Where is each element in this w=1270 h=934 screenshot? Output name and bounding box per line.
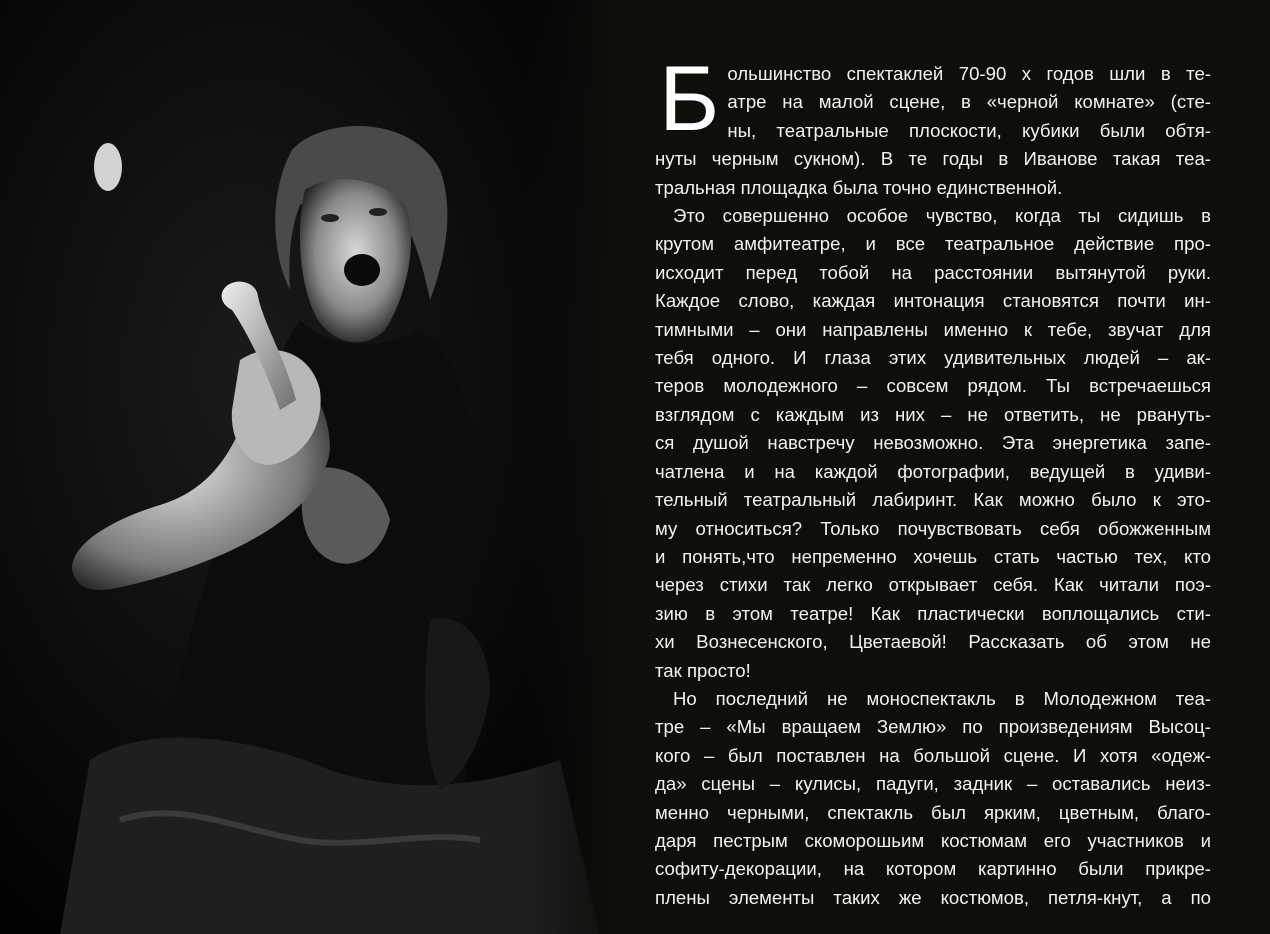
text-line: Но последний не моноспектакль в Молодежном теа- <box>673 687 1211 709</box>
paragraph-1 <box>655 48 1211 202</box>
text-line: кого – был поставлен на большой сцене. И хотя «одеж- <box>655 744 1211 766</box>
text-line: софиту-декорации, на котором картинно были прикре- <box>655 858 1211 880</box>
text-line: хи Вознесенского, Цветаевой! Рассказать об этом не <box>655 631 1211 653</box>
text-line: взглядом с каждым из них – не ответить, не рвануть- <box>655 403 1211 425</box>
text-line: исходит перед тобой на расстоянии вытянутой руки. <box>655 261 1211 283</box>
text-line: плены элементы таких же костюмов, петля-кнут, а по <box>655 886 1211 908</box>
text-line: Каждое слово, каждая интонация становятся почти ин- <box>655 290 1211 312</box>
text-line: даря пестрым скоморошьим костюмам его участников и <box>655 829 1211 851</box>
stage-photo <box>0 0 615 934</box>
text-line: так просто! <box>655 659 751 681</box>
text-line: да» сцены – кулисы, падуги, задник – оставались неиз- <box>655 773 1211 795</box>
text-line: тральная площадка была точно единственной. <box>655 176 1063 198</box>
text-line: ольшинство спектаклей 70-90 х годов шли в те- <box>727 63 1211 84</box>
text-line: тебя одного. И глаза этих удивительных людей – ак- <box>655 347 1211 369</box>
text-line: Это совершенно особое чувство, когда ты сидишь в <box>673 205 1211 227</box>
text-line: нуты черным сукном). В те годы в Иванове такая теа- <box>655 148 1211 170</box>
text-line: крутом амфитеатре, и все театральное действие про- <box>655 233 1211 255</box>
text-line: атре на малой сцене, в «черной комнате» (сте- <box>727 91 1211 113</box>
text-line: ся душой навстречу невозможно. Эта энергетика запе- <box>655 432 1211 454</box>
text-line: тре – «Мы вращаем Землю» по произведениям Высоц- <box>655 716 1211 738</box>
text-line: тельный театральный лабиринт. Как можно было к это- <box>655 489 1211 511</box>
text-line: через стихи так легко открывает себя. Как читали поэ- <box>655 574 1211 596</box>
text-line: му относиться? Только почувствовать себя обожженным <box>655 517 1211 539</box>
actor-photo-illustration <box>0 0 615 934</box>
text-line: тимными – они направлены именно к тебе, звучат для <box>655 318 1211 340</box>
text-line: теров молодежного – совсем рядом. Ты встречаешься <box>655 375 1211 397</box>
paragraph-2 <box>655 202 1211 685</box>
text-line: и понять,что непременно хочешь стать частью тех, кто <box>655 545 1211 567</box>
drop-cap: Б <box>659 48 720 150</box>
paragraph-3 <box>655 685 1211 912</box>
text-line: чатлена и на каждой фотографии, ведущей в удиви- <box>655 460 1211 482</box>
article-text <box>655 48 1211 912</box>
text-line: менно черными, спектакль был ярким, цветным, благо- <box>655 801 1211 823</box>
photo-edge-fade <box>525 0 615 934</box>
text-line: ны, театральные плоскости, кубики были обтя- <box>727 119 1211 141</box>
text-line: зию в этом театре! Как пластически воплощались сти- <box>655 602 1211 624</box>
